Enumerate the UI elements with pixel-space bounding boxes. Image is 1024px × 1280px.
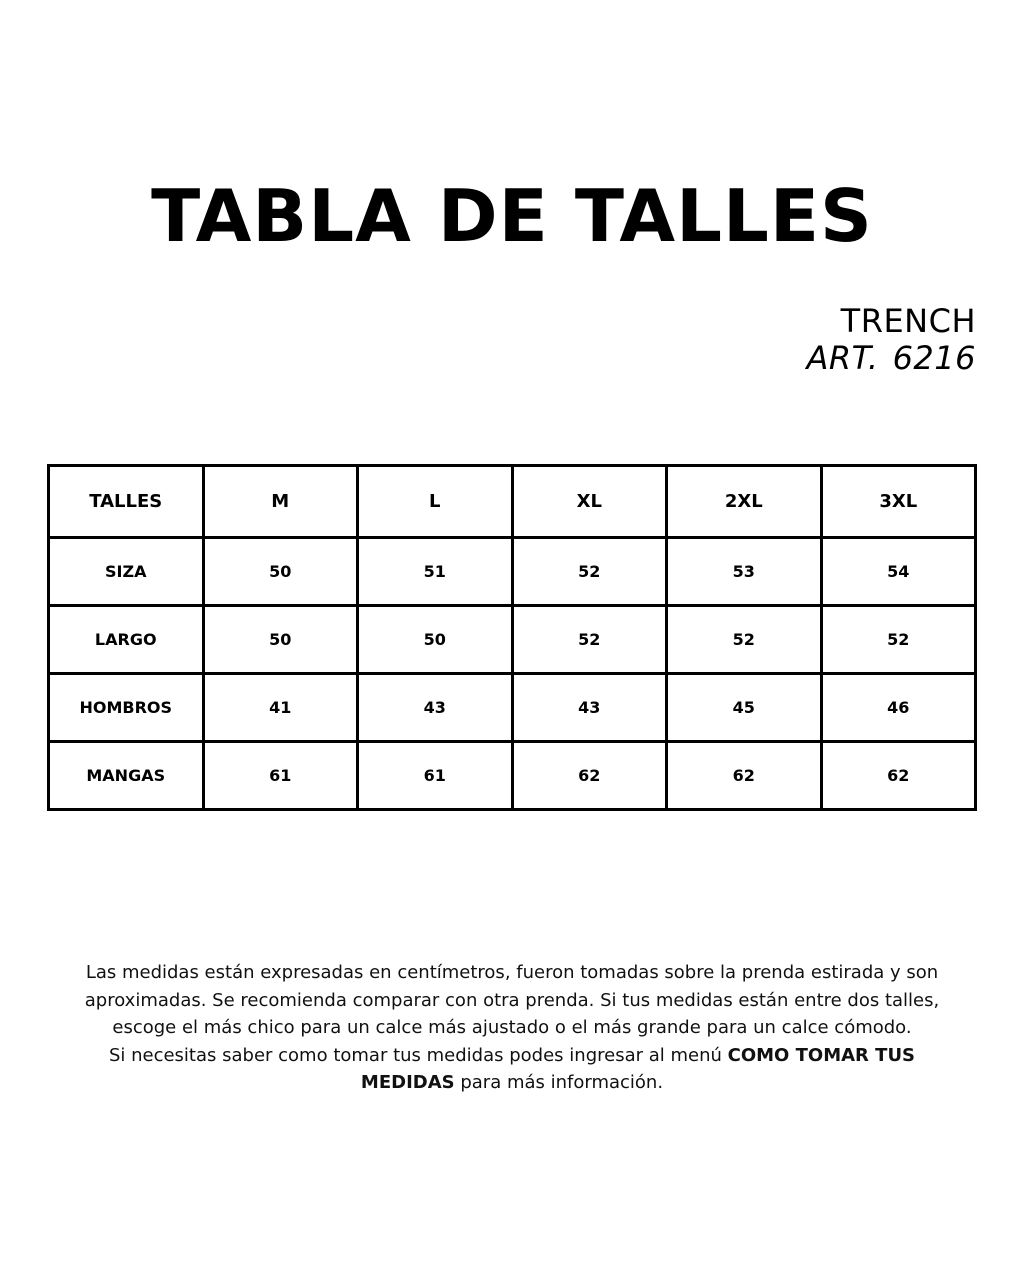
note-line [40, 1069, 984, 1097]
table-cell: 43 [512, 674, 667, 742]
size-table-header-row [49, 466, 976, 538]
measurement-note [40, 959, 984, 1097]
table-cell: 51 [358, 538, 513, 606]
note-line: Las medidas están expresadas en centímetros, fueron tomadas sobre la prenda estirada y son [85, 962, 939, 983]
table-cell: 50 [358, 606, 513, 674]
product-name: TRENCH [840, 302, 976, 340]
note-line [40, 1042, 984, 1070]
row-label-largo: LARGO [49, 606, 204, 674]
header-cell-2xl: 2XL [667, 466, 822, 538]
table-row-mangas [49, 742, 976, 810]
row-label-hombros: HOMBROS [49, 674, 204, 742]
row-label-siza: SIZA [49, 538, 204, 606]
page-title: TABLA DE TALLES [151, 174, 873, 258]
table-row-siza [49, 538, 976, 606]
row-label-mangas: MANGAS [49, 742, 204, 810]
header-cell-talles: TALLES [49, 466, 204, 538]
table-cell: 62 [821, 742, 976, 810]
table-cell: 54 [821, 538, 976, 606]
table-row-hombros [49, 674, 976, 742]
table-cell: 61 [358, 742, 513, 810]
table-cell: 45 [667, 674, 822, 742]
table-cell: 52 [667, 606, 822, 674]
article-number-value: 6216 [892, 339, 976, 377]
article-number [807, 340, 976, 376]
header-cell-m: M [203, 466, 358, 538]
table-row-largo [49, 606, 976, 674]
product-info [807, 302, 976, 376]
note-text: para más información. [454, 1072, 664, 1093]
table-cell: 50 [203, 606, 358, 674]
how-to-measure-menu-name-end: MEDIDAS [360, 1072, 455, 1093]
table-cell: 41 [203, 674, 358, 742]
size-table [47, 464, 977, 811]
table-cell: 46 [821, 674, 976, 742]
header-cell-3xl: 3XL [821, 466, 976, 538]
table-cell: 61 [203, 742, 358, 810]
note-text: Si necesitas saber como tomar tus medidas podes ingresar al menú [108, 1044, 728, 1066]
table-cell: 62 [512, 742, 667, 810]
table-cell: 53 [667, 538, 822, 606]
how-to-measure-menu-name: COMO TOMAR TUS [727, 1044, 916, 1066]
table-cell: 52 [512, 538, 667, 606]
table-cell: 52 [821, 606, 976, 674]
table-cell: 52 [512, 606, 667, 674]
note-line: escoge el más chico para un calce más ajustado o el más grande para un calce cómodo. [112, 1017, 912, 1038]
header-cell-xl: XL [512, 466, 667, 538]
table-cell: 43 [358, 674, 513, 742]
note-line: aproximadas. Se recomienda comparar con otra prenda. Si tus medidas están entre dos talles, [84, 989, 940, 1011]
table-cell: 50 [203, 538, 358, 606]
table-cell: 62 [667, 742, 822, 810]
article-label: ART. [806, 339, 879, 377]
header-cell-l: L [358, 466, 513, 538]
